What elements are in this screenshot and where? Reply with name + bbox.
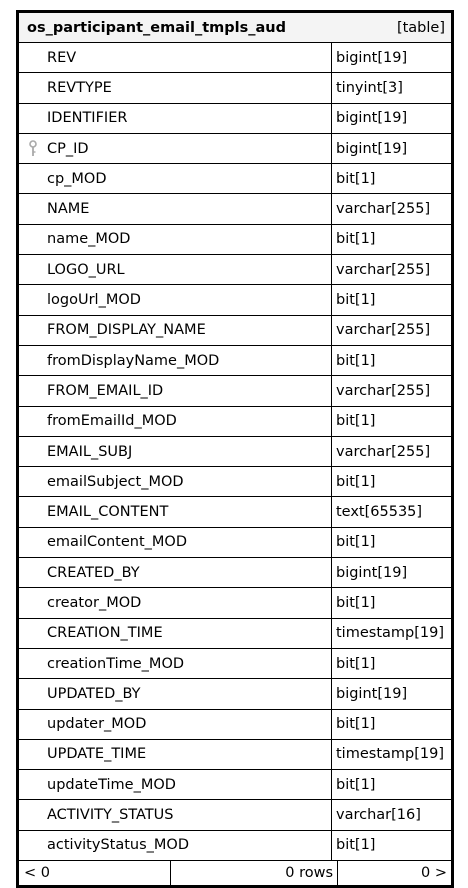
column-name: name_MOD (19, 225, 332, 254)
column-row[interactable] (19, 316, 451, 346)
column-type: bit[1] (336, 716, 376, 733)
column-type: bit[1] (336, 413, 376, 430)
column-row[interactable] (19, 73, 451, 103)
column-row[interactable] (19, 134, 451, 164)
column-type: bit[1] (336, 473, 376, 490)
table-box (16, 10, 454, 888)
column-type: bit[1] (336, 534, 376, 551)
column-name: updateTime_MOD (19, 770, 332, 799)
column-name: ACTIVITY_STATUS (19, 800, 332, 829)
column-row[interactable] (19, 649, 451, 679)
column-type: bigint[19] (336, 564, 408, 581)
column-type: timestamp[19] (336, 625, 444, 642)
column-name: EMAIL_CONTENT (19, 497, 332, 526)
column-name: CP_ID (19, 134, 332, 163)
column-type: bit[1] (336, 352, 376, 369)
column-row[interactable] (19, 831, 451, 861)
column-type: bigint[19] (336, 140, 408, 157)
column-type: varchar[255] (336, 201, 431, 218)
column-name: UPDATE_TIME (19, 740, 332, 769)
column-type: timestamp[19] (336, 746, 444, 763)
column-row[interactable] (19, 800, 451, 830)
column-row[interactable] (19, 558, 451, 588)
column-row[interactable] (19, 407, 451, 437)
column-row[interactable] (19, 437, 451, 467)
column-name: emailContent_MOD (19, 528, 332, 557)
column-type: varchar[255] (336, 382, 431, 399)
column-name: NAME (19, 194, 332, 223)
next-page-button[interactable]: 0 > (421, 865, 447, 882)
column-row[interactable] (19, 346, 451, 376)
column-list (19, 43, 451, 861)
table-header (19, 13, 451, 43)
column-row[interactable] (19, 467, 451, 497)
column-type: bigint[19] (336, 49, 408, 66)
column-type: bigint[19] (336, 685, 408, 702)
column-name: LOGO_URL (19, 255, 332, 284)
column-row[interactable] (19, 255, 451, 285)
column-row[interactable] (19, 164, 451, 194)
table-name: os_participant_email_tmpls_aud (27, 19, 286, 36)
column-row[interactable] (19, 285, 451, 315)
column-row[interactable] (19, 619, 451, 649)
column-row[interactable] (19, 376, 451, 406)
column-name: IDENTIFIER (19, 104, 332, 133)
column-name: FROM_EMAIL_ID (19, 376, 332, 405)
column-type: bit[1] (336, 594, 376, 611)
column-type: varchar[16] (336, 807, 421, 824)
column-type: bit[1] (336, 170, 376, 187)
column-name: UPDATED_BY (19, 679, 332, 708)
column-row[interactable] (19, 528, 451, 558)
column-row[interactable] (19, 104, 451, 134)
column-name: creationTime_MOD (19, 649, 332, 678)
column-row[interactable] (19, 43, 451, 73)
table-kind: [table] (396, 19, 445, 36)
column-name: CREATED_BY (19, 558, 332, 587)
column-type: bit[1] (336, 837, 376, 854)
column-row[interactable] (19, 194, 451, 224)
column-name: emailSubject_MOD (19, 467, 332, 496)
column-name: updater_MOD (19, 710, 332, 739)
column-row[interactable] (19, 770, 451, 800)
column-type: tinyint[3] (336, 79, 403, 96)
column-row[interactable] (19, 497, 451, 527)
column-type: bit[1] (336, 655, 376, 672)
prev-page-button[interactable]: < 0 (19, 861, 171, 885)
column-row[interactable] (19, 225, 451, 255)
column-name: logoUrl_MOD (19, 285, 332, 314)
column-row[interactable] (19, 588, 451, 618)
column-name: CREATION_TIME (19, 619, 332, 648)
column-name: activityStatus_MOD (19, 831, 332, 860)
column-name: FROM_DISPLAY_NAME (19, 316, 332, 345)
column-name: fromDisplayName_MOD (19, 346, 332, 375)
column-type: varchar[255] (336, 261, 431, 278)
column-name: creator_MOD (19, 588, 332, 617)
column-type: varchar[255] (336, 443, 431, 460)
key-icon (28, 140, 38, 158)
column-row[interactable] (19, 679, 451, 709)
column-type: text[65535] (336, 504, 423, 521)
column-type: bit[1] (336, 776, 376, 793)
column-row[interactable] (19, 710, 451, 740)
column-name: cp_MOD (19, 164, 332, 193)
column-row[interactable] (19, 740, 451, 770)
row-count: 0 rows (171, 861, 338, 885)
column-type: varchar[255] (336, 322, 431, 339)
table-footer (19, 861, 451, 885)
column-name: fromEmailId_MOD (19, 407, 332, 436)
column-type: bit[1] (336, 292, 376, 309)
column-name: EMAIL_SUBJ (19, 437, 332, 466)
column-type: bit[1] (336, 231, 376, 248)
column-name: REV (19, 43, 332, 72)
column-name: REVTYPE (19, 73, 332, 102)
column-type: bigint[19] (336, 110, 408, 127)
